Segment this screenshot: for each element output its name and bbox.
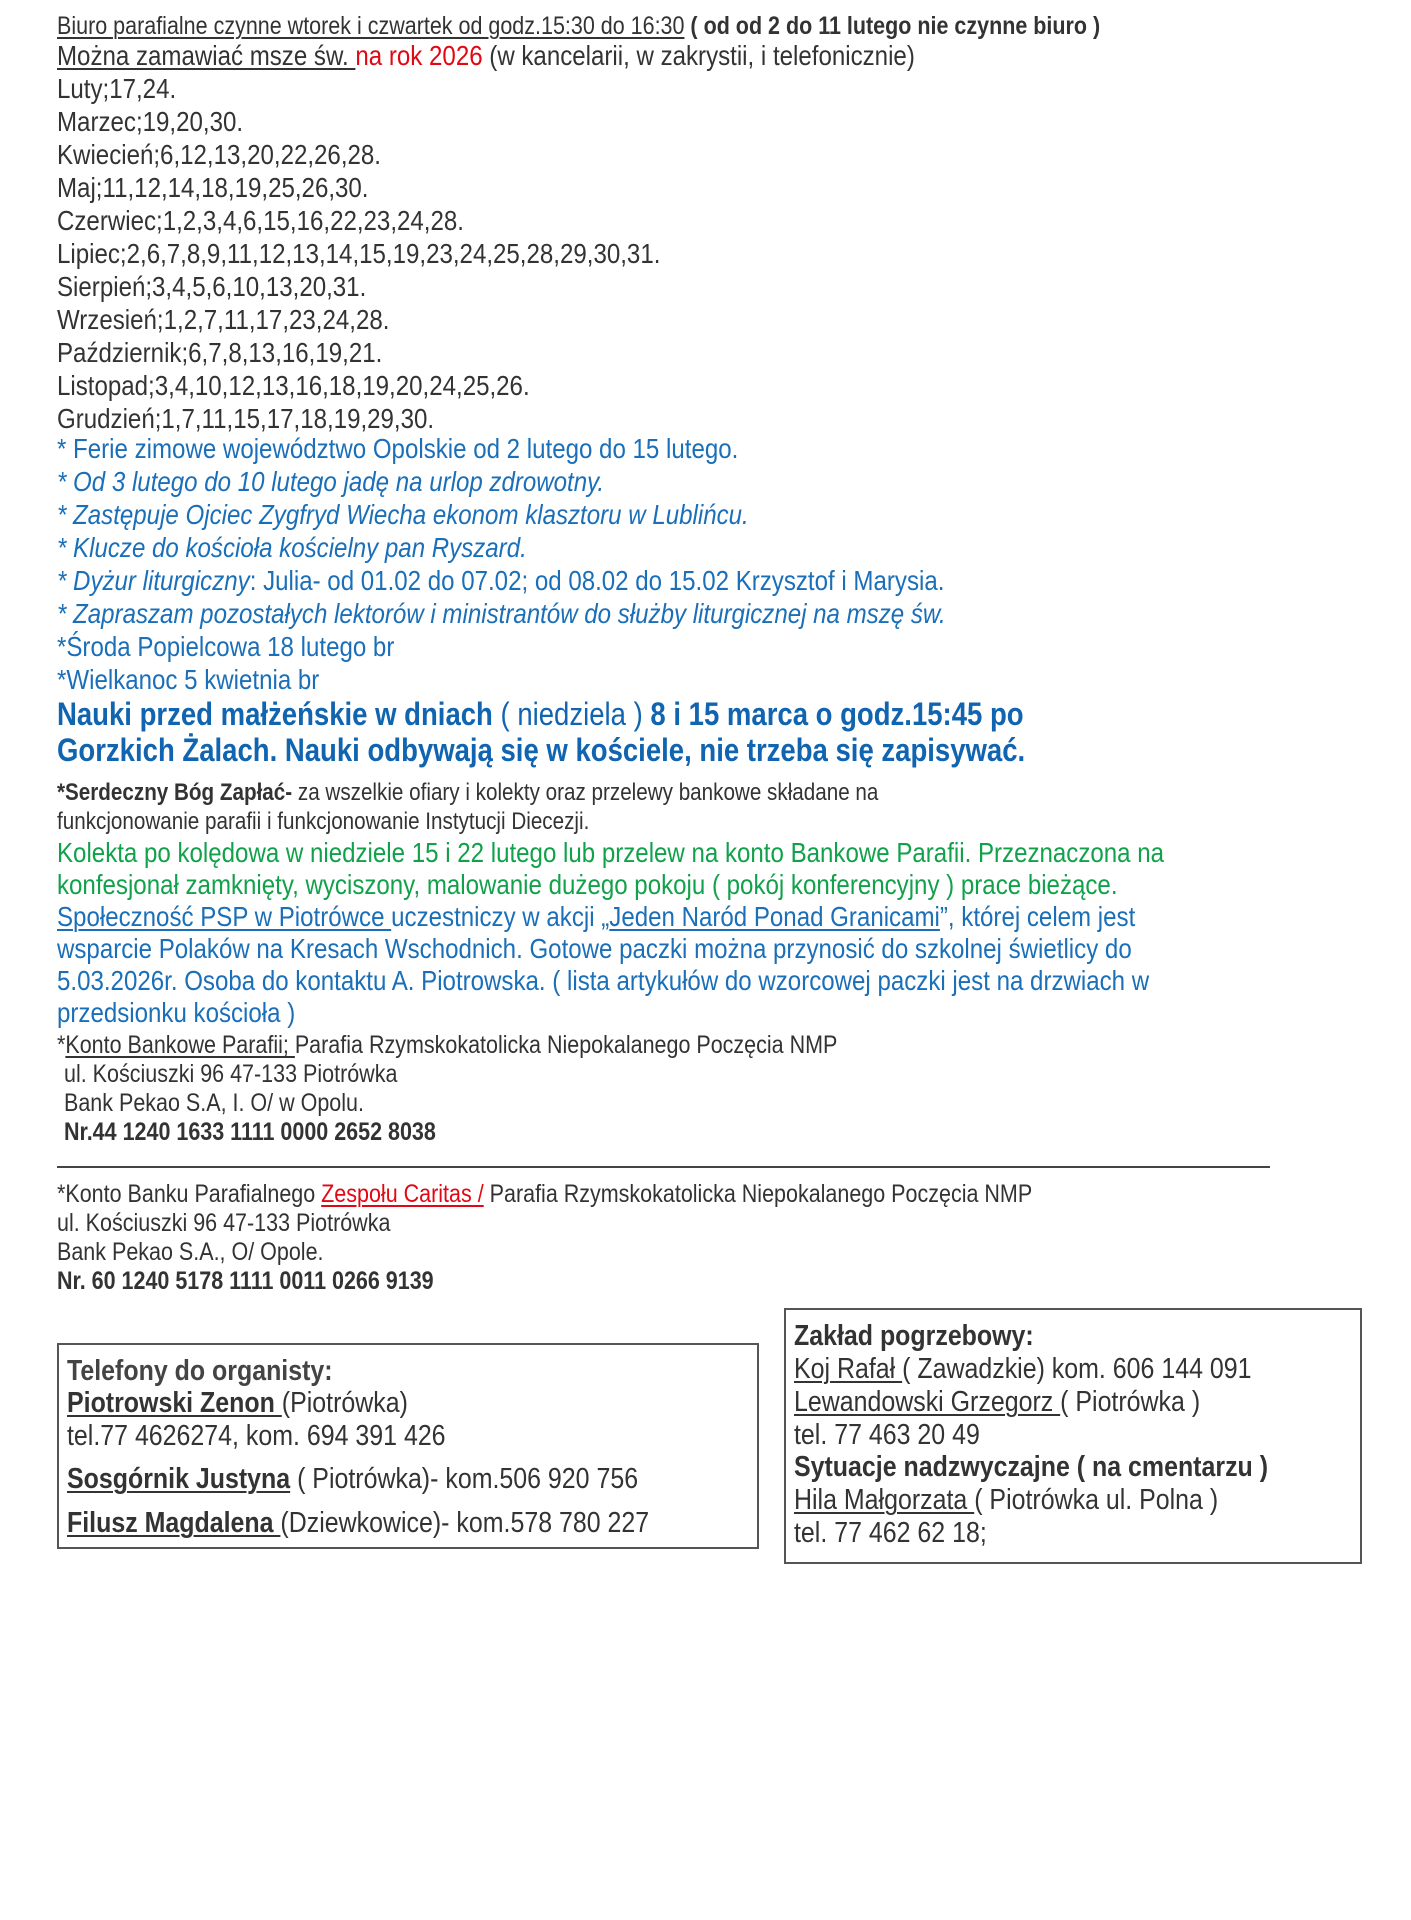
month-item: Sierpień;3,4,5,6,10,13,20,31. [57, 271, 367, 302]
psp-line-1 [57, 901, 1135, 933]
organist-place: (Dziewkowice)- kom.578 780 227 [280, 1507, 650, 1539]
section-divider [57, 1166, 1270, 1168]
nauki-line-2: Gorzkich Żalach. Nauki odbywają się w kościele, nie trzeba się zapisywać. [57, 732, 1026, 768]
caritas-account-prefix: *Konto Banku Parafialnego [57, 1180, 322, 1208]
caritas-account-address: ul. Kościuszki 96 47-133 Piotrówka [57, 1209, 391, 1237]
organists-title: Telefony do organisty: [67, 1355, 333, 1387]
mass-order-line [57, 40, 915, 72]
caritas-account-name: Parafia Rzymskokatolicka Niepokalanego Poczęcia NMP [483, 1180, 1033, 1208]
organist-name: Filusz Magdalena [67, 1507, 281, 1539]
organist-phone: tel.77 4626274, kom. 694 391 426 [67, 1420, 446, 1452]
organist-item [67, 1463, 638, 1496]
caritas-account-bank: Bank Pekao S.A., O/ Opole. [57, 1238, 324, 1266]
month-item: Lipiec;2,6,7,8,9,11,12,13,14,15,19,23,24,25,28,29,30,31. [57, 238, 661, 269]
kolekta-line-2: konfesjonał zamknięty, wyciszony, malowanie dużego pokoju ( pokój konferencyjny ) prace bieżące. [57, 869, 1118, 900]
nauki-part3: 8 i 15 marca o godz.15:45 po [650, 696, 1024, 732]
office-hours-line [57, 12, 1100, 41]
organist-place: ( Piotrówka)- kom.506 920 756 [290, 1463, 639, 1495]
caritas-account-number: Nr. 60 1240 5178 1111 0011 0266 9139 [57, 1267, 434, 1295]
caritas-account-line [57, 1180, 1032, 1209]
notice-dyzur [57, 565, 944, 597]
kolekta-line-1: Kolekta po kolędowa w niedziele 15 i 22 lutego lub przelew na konto Bankowe Parafii. Przeznaczona na [57, 837, 1165, 868]
organist-place: (Piotrówka) [281, 1387, 408, 1419]
parish-account-number: Nr.44 1240 1633 1111 0000 2652 8038 [64, 1118, 436, 1146]
notice-wielkanoc: *Wielkanoc 5 kwietnia br [57, 664, 320, 695]
parish-account-name: Parafia Rzymskokatolicka Niepokalanego Poczęcia NMP [294, 1031, 838, 1059]
funeral-lewandowski [794, 1386, 1200, 1419]
caritas-account-label: Zespołu Caritas / [321, 1180, 484, 1208]
organists-box [57, 1343, 759, 1549]
nauki-part1: Nauki przed małżeńskie w dniach [57, 696, 493, 732]
organist-name: Sosgórnik Justyna [67, 1463, 291, 1495]
notice-sroda: *Środa Popielcowa 18 lutego br [57, 631, 395, 662]
psp-action-link[interactable]: Jeden Naród Ponad Granicami [609, 901, 940, 932]
mass-year-text: na rok 2026 [355, 40, 483, 71]
funeral-lew-name: Lewandowski Grzegorz [794, 1386, 1061, 1418]
psp-community-link[interactable]: Społeczność PSP w Piotrówce [57, 901, 392, 932]
psp-line-4: przedsionku kościoła ) [57, 997, 296, 1028]
parish-account-star: * [57, 1031, 66, 1059]
psp-text1: uczestniczy w akcji „ [391, 901, 610, 932]
funeral-title: Zakład pogrzebowy: [794, 1320, 1034, 1352]
organist-item [67, 1507, 649, 1540]
notice-urlop: * Od 3 lutego do 10 lutego jadę na urlop zdrowotny. [57, 466, 605, 497]
funeral-hila-name: Hila Małgorzata [794, 1484, 975, 1516]
psp-line-3: 5.03.2026r. Osoba do kontaktu A. Piotrowska. ( lista artykułów do wzorcowej paczki jest na drzwiach w [57, 965, 1150, 996]
psp-text2: ”, której celem jest [939, 901, 1136, 932]
mass-order-text: Można zamawiać msze św. [57, 40, 356, 71]
funeral-koj [794, 1353, 1251, 1386]
mass-where-text: (w kancelarii, w zakrystii, i telefonicznie) [482, 40, 915, 71]
month-item: Listopad;3,4,10,12,13,16,18,19,20,24,25,26. [57, 370, 530, 401]
funeral-koj-name: Koj Rafał [794, 1353, 903, 1385]
thanks-text: za wszelkie ofiary i kolekty oraz przelewy bankowe składane na [292, 779, 879, 806]
organist-item [67, 1387, 408, 1420]
notice-dyzur-text: : Julia- od 01.02 do 07.02; od 08.02 do 15.02 Krzysztof i Marysia. [249, 565, 945, 596]
parish-account-line [57, 1031, 837, 1060]
psp-line-2: wsparcie Polaków na Kresach Wschodnich. Gotowe paczki można przynosić do szkolnej świetlicy do [57, 933, 1132, 964]
month-item: Luty;17,24. [57, 73, 177, 104]
funeral-emergency-title: Sytuacje nadzwyczajne ( na cmentarzu ) [794, 1451, 1269, 1483]
month-item: Czerwiec;1,2,3,4,6,15,16,22,23,24,28. [57, 205, 464, 236]
funeral-hila-info: ( Piotrówka ul. Polna ) [974, 1484, 1219, 1516]
funeral-hila-phone: tel. 77 462 62 18; [794, 1517, 987, 1549]
thanks-line-2: funkcjonowanie parafii i funkcjonowanie Instytucji Diecezji. [57, 808, 590, 835]
parish-account-bank: Bank Pekao S.A, I. O/ w Opolu. [64, 1089, 364, 1117]
nauki-line-1 [57, 696, 1024, 733]
nauki-part2: ( niedziela ) [492, 696, 651, 732]
notice-klucze: * Klucze do kościoła kościelny pan Ryszard. [57, 532, 527, 563]
funeral-lew-info: ( Piotrówka ) [1060, 1386, 1201, 1418]
month-item: Wrzesień;1,2,7,11,17,23,24,28. [57, 304, 390, 335]
month-item: Grudzień;1,7,11,15,17,18,19,29,30. [57, 403, 435, 434]
funeral-box [784, 1308, 1362, 1564]
thanks-line-1 [57, 779, 878, 807]
notice-zapraszam: * Zapraszam pozostałych lektorów i ministrantów do służby liturgicznej na mszę św. [57, 598, 946, 629]
month-item: Październik;6,7,8,13,16,19,21. [57, 337, 383, 368]
month-item: Kwiecień;6,12,13,20,22,26,28. [57, 139, 381, 170]
parish-account-address: ul. Kościuszki 96 47-133 Piotrówka [64, 1060, 398, 1088]
notice-ferie: * Ferie zimowe województwo Opolskie od 2 lutego do 15 lutego. [57, 433, 739, 464]
thanks-bold: *Serdeczny Bóg Zapłać- [57, 779, 293, 806]
funeral-lew-phone: tel. 77 463 20 49 [794, 1419, 980, 1451]
notice-dyzur-label: * Dyżur liturgiczny [57, 565, 250, 596]
month-item: Marzec;19,20,30. [57, 106, 244, 137]
organist-name: Piotrowski Zenon [67, 1387, 282, 1419]
month-item: Maj;11,12,14,18,19,25,26,30. [57, 172, 369, 203]
funeral-koj-info: ( Zawadzkie) kom. 606 144 091 [902, 1353, 1252, 1385]
notice-zastepuje: * Zastępuje Ojciec Zygfryd Wiecha ekonom klasztoru w Lublińcu. [57, 499, 749, 530]
parish-account-label: Konto Bankowe Parafii; [65, 1031, 295, 1059]
funeral-hila [794, 1484, 1218, 1517]
office-closed-note: ( od od 2 do 11 lutego nie czynne biuro ) [684, 12, 1101, 40]
office-hours-text: Biuro parafialne czynne wtorek i czwartek od godz.15:30 do 16:30 [57, 12, 685, 40]
